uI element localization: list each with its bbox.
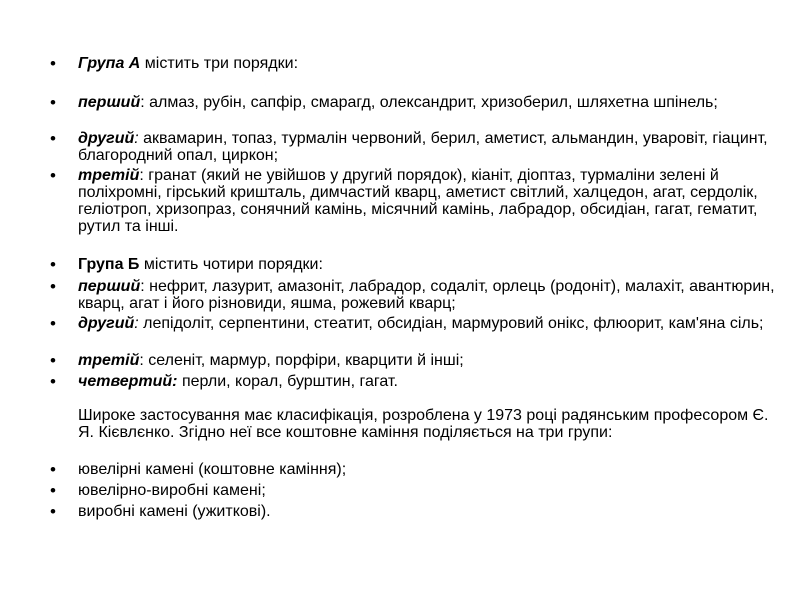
order-sep: : xyxy=(140,278,145,295)
group-b-order-3 xyxy=(78,352,778,369)
group-b-order-2 xyxy=(78,315,778,332)
order-sep: : xyxy=(134,315,139,332)
order-label: перший xyxy=(78,94,141,111)
order-label: четвертий xyxy=(78,373,173,390)
order-sep: : xyxy=(139,352,144,369)
group-b-order-1 xyxy=(78,278,778,312)
group-b-order-4 xyxy=(78,373,778,390)
order-label: перший xyxy=(78,278,141,295)
order-text: алмаз, рубін, сапфір, смарагд, олександрит, хризоберил, шляхетна шпінель; xyxy=(144,94,718,111)
group-b-intro: містить чотири порядки: xyxy=(139,256,323,273)
order-text: гранат (який не увійшов у другий порядок), кіаніт, діоптаз, турмаліни зелені й поліхромні, гірський кришталь, димчастий кварц, аметист світлий, халцедон, агат, сердолік, геліотроп, хризопраз, сонячний камінь, місячний камінь, лабрадор, обсидіан, гагат, гематит, рутил та інші. xyxy=(78,167,758,235)
kievlenko-group-2: • ювелірно-виробні камені; xyxy=(78,482,778,499)
group-a-intro: містить три порядки: xyxy=(140,55,299,72)
order-text: лепідоліт, серпентини, стеатит, обсидіан, мармуровий онікс, флюорит, кам'яна сіль; xyxy=(138,315,764,332)
kievlenko-group-3: • виробні камені (ужиткові). xyxy=(78,503,778,520)
group-a-order-1 xyxy=(78,94,778,111)
order-sep: : xyxy=(172,373,178,390)
group-a-order-3 xyxy=(78,167,778,235)
order-label: третій xyxy=(78,352,140,369)
kievlenko-paragraph: Широке застосування має класифікація, розроблена у 1973 році радянським професором Є. Я. Кієвлєнко. Згідно неї все коштовне каміння поділяється на три групи: xyxy=(78,407,769,441)
group-a-order-2 xyxy=(78,130,778,164)
order-text: нефрит, лазурит, амазоніт, лабрадор, содаліт, орлець (родоніт), малахіт, авантюрин, кварц, агат і його різновиди, яшма, рожевий кварц; xyxy=(78,278,775,312)
group-b-heading xyxy=(78,256,778,273)
order-label: другий xyxy=(78,130,135,147)
order-label: другий xyxy=(78,315,135,332)
order-label: третій xyxy=(78,167,140,184)
order-text: аквамарин, топаз, турмалін червоний, берил, аметист, альмандин, уваровіт, гіацинт, благородний опал, циркон; xyxy=(78,130,768,164)
group-a-title: Група А xyxy=(78,55,141,72)
kievlenko-group-1: • ювелірні камені (коштовне каміння); xyxy=(78,461,778,478)
order-text: перли, корал, бурштин, гагат. xyxy=(177,373,398,390)
order-sep: : xyxy=(139,167,144,184)
order-text: селеніт, мармур, порфіри, кварцити й інші; xyxy=(143,352,464,369)
order-sep: : xyxy=(134,130,139,147)
group-b-title: Група Б xyxy=(78,256,140,273)
order-sep: : xyxy=(140,94,145,111)
group-a-heading xyxy=(78,55,778,72)
